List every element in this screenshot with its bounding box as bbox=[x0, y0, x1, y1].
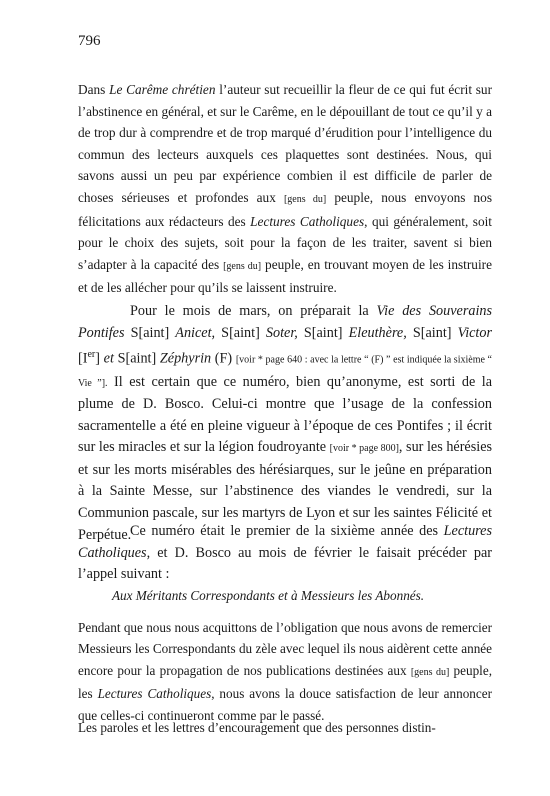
page-number: 796 bbox=[78, 33, 101, 49]
text: peuple, en trouvant moyen de les instruire et de les allécher pour qu’ils se laissent instruire. bbox=[78, 256, 492, 296]
text: S[aint] bbox=[297, 324, 349, 341]
text: peuple, nous envoyons nos félicitations aux rédacteurs des bbox=[78, 189, 493, 229]
text: Pour le mois de mars, on préparait la bbox=[130, 303, 377, 319]
text: , qui généralement, soit pour le choix des sujets, soit pour la façon de les traiter, savent si bien s’adapter à la capacité des bbox=[78, 213, 492, 272]
text: S[aint] bbox=[124, 324, 176, 341]
text: l’auteur sut recueillir la fleur de ce qui fut écrit sur l’abstinence en général, et sur le Carême, en le dépouillant de tout ce qu’il y a de trop dur à comprendre et de trop marqué d’érudition pour l’intelligence du commun des lecteurs auxquels ces plaquettes sont destinées. Nous, qui savons aussi un peu par expérience combien il est difficile de parler de choses sérieuses et profondes aux bbox=[78, 82, 493, 205]
letter-heading: Aux Méritants Correspondants et à Messieurs les Abonnés. bbox=[112, 588, 425, 603]
text: Pendant que nous nous acquittons de l’obligation que nous avons de remercier Messieurs les Correspondants du zèle avec lequel ils nous aidèrent cette année encore pour la propagation de nos publications destinées aux bbox=[78, 620, 492, 678]
paragraph-letter-continuation: Les paroles et les lettres d’encouragement que des personnes distin- bbox=[78, 720, 436, 735]
book-title: Lectures Catholiques bbox=[97, 686, 212, 702]
text: Il est certain que ce numéro, bien qu’anonyme, est sorti de la plume de D. Bosco. Celui-ci montre que l’usage de la confession sacramentelle a été en pleine vigueur à l’époque de ces Pontifes ; il écrit sur les miracles et sur la légion foudroyante bbox=[78, 373, 492, 456]
editorial-insert: [gens du] bbox=[410, 666, 450, 678]
paragraph-letter-body bbox=[78, 617, 492, 726]
text: S[aint] bbox=[113, 350, 160, 367]
saint-name: Victor bbox=[457, 324, 492, 341]
text: , sur les hérésies et sur les morts misérables des hérésiarques, sur le jeûne en préparation à la Sainte Messe, sur l’abstinence des viandes le vendredi, sur la Communion pascale, sur les martyrs de Lyon et sur les saintes Félicité et Perpétue. bbox=[78, 439, 493, 543]
conjunction: et bbox=[103, 350, 114, 367]
text: Dans bbox=[78, 82, 110, 97]
text: S[aint] bbox=[215, 324, 266, 341]
text: (F) bbox=[211, 350, 236, 367]
editorial-insert: [gens du] bbox=[283, 193, 327, 205]
saint-name: Eleuthère, bbox=[348, 324, 407, 341]
book-title: Lectures Catholiques bbox=[250, 213, 365, 229]
paragraph-sixth-year bbox=[78, 521, 492, 586]
text: S[aint] bbox=[406, 324, 458, 341]
text: , nous avons la douce satisfaction de leur annoncer que celles-ci continueront comme par le passé. bbox=[78, 686, 492, 723]
text: ] bbox=[95, 350, 104, 367]
book-title: Le Carême chrétien bbox=[109, 82, 216, 97]
paragraph-lent-review bbox=[78, 79, 492, 299]
editorial-insert: [gens du] bbox=[223, 260, 262, 272]
saint-name: Zéphyrin bbox=[159, 350, 212, 367]
book-title: Lectures Catholiques bbox=[78, 523, 492, 561]
text: [I bbox=[78, 350, 88, 367]
paragraph-march-issue bbox=[78, 301, 492, 546]
editorial-note: [voir * page 800] bbox=[329, 443, 399, 455]
superscript: er bbox=[87, 349, 96, 361]
saint-name: Anicet, bbox=[175, 324, 216, 341]
editorial-note: [voir * page 640 : avec la lettre “ (F) ” est indiquée la sixième “ Vie ”]. bbox=[78, 354, 492, 389]
saint-name: Soter, bbox=[265, 324, 298, 341]
text: , et D. Bosco au mois de février le faisait précéder par l’appel suivant : bbox=[78, 544, 492, 583]
book-title: Vie des Souverains Pontifes bbox=[78, 303, 492, 341]
text: Ce numéro était le premier de la sixième année des bbox=[130, 523, 444, 539]
text: peuple, les bbox=[78, 662, 492, 702]
